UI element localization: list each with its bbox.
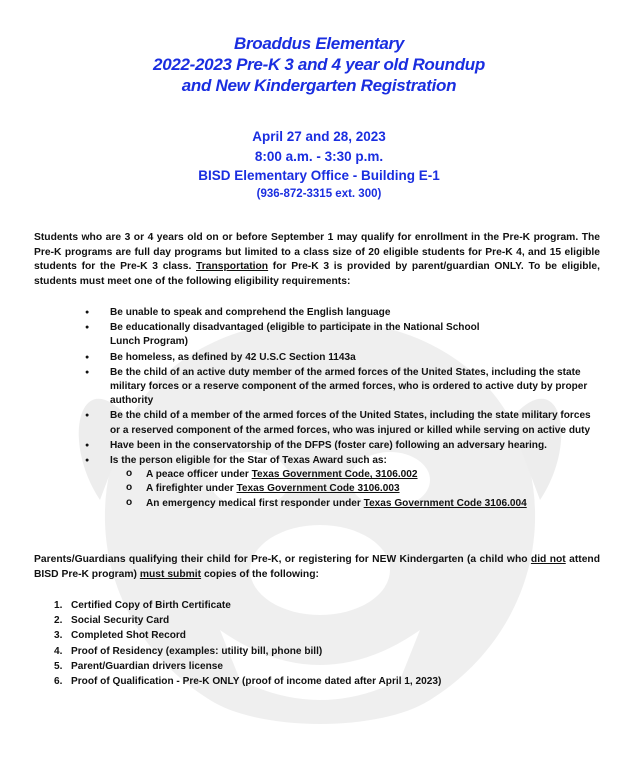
item-text: Completed Shot Record bbox=[71, 630, 186, 642]
required-documents-list bbox=[54, 598, 574, 689]
event-time: 8:00 a.m. - 3:30 p.m. bbox=[254, 148, 384, 164]
item-text: Social Security Card bbox=[71, 615, 170, 627]
paragraph-text: Parents/Guardians qualifying their child for Pre-K, or registering for NEW Kindergarten (a child who bbox=[34, 554, 531, 565]
list-item bbox=[83, 409, 603, 437]
event-details bbox=[0, 127, 638, 203]
page-title bbox=[0, 33, 638, 96]
event-dates: April 27 and 28, 2023 bbox=[252, 129, 386, 144]
intro-text: Students who are 3 or 4 years old on or before September 1 may qualify for enrollment in the Pre-K program. The Pre-K programs are full day programs but limited to a class size of 20 eligible students for Pre-K 4, and 15 eligible students for the Pre-K 3 class. bbox=[34, 232, 600, 273]
list-item-text: Be educationally disadvantaged (eligible to participate in the National School bbox=[110, 322, 480, 334]
paragraph-text-cont: attend BISD Pre-K program) bbox=[34, 554, 600, 580]
item-number: 5. bbox=[54, 660, 63, 672]
list-item bbox=[54, 598, 574, 613]
list-item bbox=[83, 321, 603, 349]
item-text: Certified Copy of Birth Certificate bbox=[71, 600, 231, 611]
list-item bbox=[83, 439, 603, 453]
intro-text-cont: for Pre-K 3 is provided by parent/guardian ONLY. To be eligible, students must meet one of the following eligibility requirements: bbox=[34, 261, 600, 287]
list-item bbox=[54, 628, 574, 643]
sub-item-text: An emergency medical first responder under bbox=[146, 497, 364, 509]
list-item bbox=[83, 454, 603, 511]
sub-list-item bbox=[124, 468, 603, 482]
item-number: 6. bbox=[54, 676, 63, 688]
transportation-term: Transportation bbox=[196, 261, 269, 273]
list-item bbox=[54, 613, 574, 628]
submission-paragraph bbox=[34, 552, 600, 582]
paragraph-text-end: copies of the following: bbox=[201, 569, 319, 580]
list-item-text: Be the child of a member of the armed forces of the United States, including the state military forces or a reserved component of the armed forces, who was injured or killed while serving on active duty bbox=[110, 410, 591, 436]
must-submit-term: must submit bbox=[139, 569, 202, 580]
registration-title: and New Kindergarten Registration bbox=[181, 76, 457, 95]
code-reference: Texas Government Code 3106.004 bbox=[363, 497, 527, 509]
did-not-term: did not bbox=[530, 554, 566, 565]
eligibility-list bbox=[83, 306, 603, 512]
star-award-list bbox=[110, 468, 603, 511]
list-item-text: Have been in the conservatorship of the DFPS (foster care) following an adversary hearing. bbox=[110, 439, 547, 451]
item-number: 3. bbox=[54, 630, 63, 642]
list-item-text: Be unable to speak and comprehend the English language bbox=[110, 307, 391, 318]
sub-item-text: A peace officer under bbox=[146, 469, 252, 481]
list-item bbox=[54, 674, 574, 689]
list-item-text: Is the person eligible for the Star of Texas Award such as: bbox=[110, 455, 387, 467]
sub-item-text: A firefighter under bbox=[146, 483, 237, 495]
code-reference: Texas Government Code 3106.003 bbox=[236, 483, 400, 495]
list-item bbox=[83, 351, 603, 365]
item-text: Proof of Residency (examples: utility bill, phone bill) bbox=[71, 645, 323, 657]
list-item bbox=[54, 644, 574, 659]
list-item bbox=[83, 366, 603, 409]
list-item-text: Be homeless, as defined by 42 U.S.C Section 1143a bbox=[110, 351, 356, 363]
item-number: 4. bbox=[54, 645, 63, 657]
sub-list-item bbox=[124, 482, 603, 496]
item-number: 1. bbox=[54, 600, 63, 611]
item-text: Parent/Guardian drivers license bbox=[71, 660, 224, 672]
sub-list-item bbox=[124, 497, 603, 511]
event-phone: (936-872-3315 ext. 300) bbox=[256, 187, 382, 200]
event-title: 2022-2023 Pre-K 3 and 4 year old Roundup bbox=[153, 55, 485, 74]
intro-paragraph bbox=[34, 231, 600, 289]
item-number: 2. bbox=[54, 615, 63, 627]
list-item-text: Be the child of an active duty member of the armed forces of the United States, including the state military forces or a reserve component of the armed forces, who is ordered to active duty by proper authority bbox=[110, 366, 588, 407]
list-item bbox=[54, 659, 574, 674]
list-item bbox=[83, 306, 603, 320]
item-text: Proof of Qualification - Pre-K ONLY (proof of income dated after April 1, 2023) bbox=[71, 676, 442, 688]
list-item-text-cont: Lunch Program) bbox=[110, 336, 188, 348]
school-name: Broaddus Elementary bbox=[233, 34, 405, 53]
event-location: BISD Elementary Office - Building E-1 bbox=[198, 168, 440, 183]
code-reference: Texas Government Code, 3106.002 bbox=[251, 469, 418, 481]
